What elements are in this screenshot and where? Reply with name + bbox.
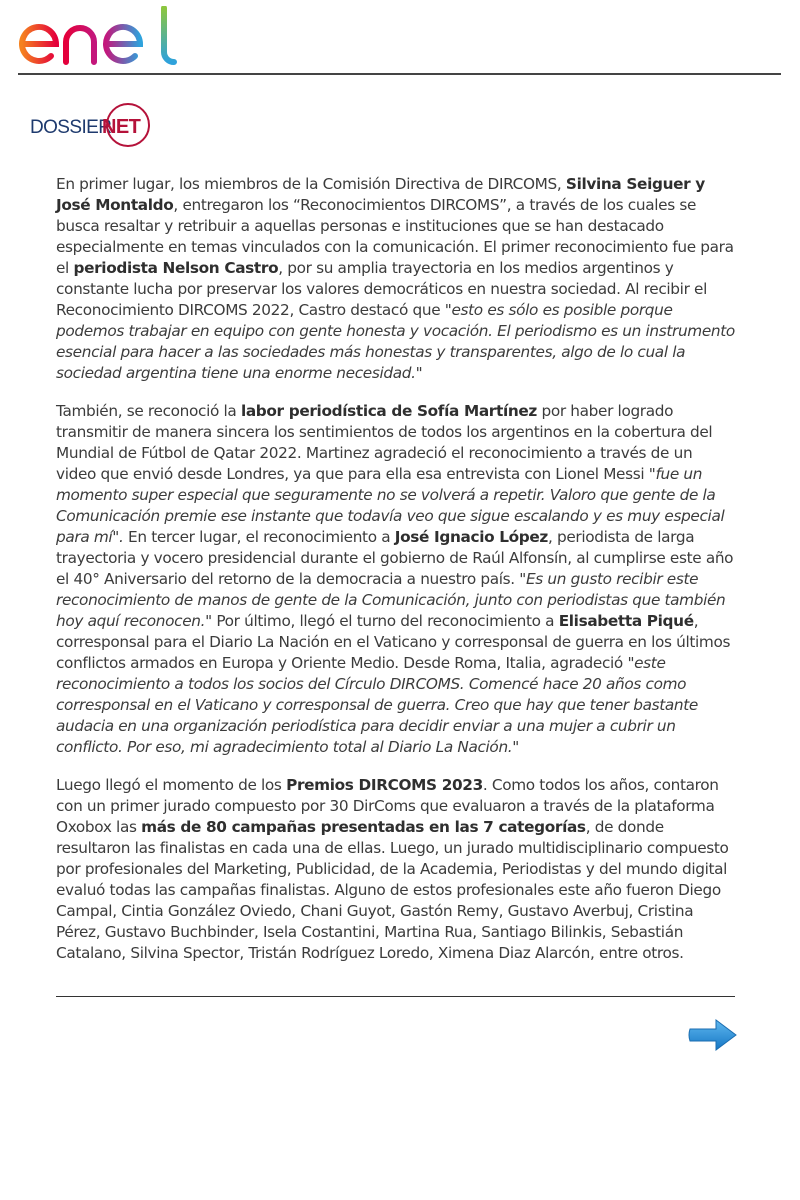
highlight-campanas: más de 80 campañas presentadas en las 7 categorías xyxy=(141,818,586,836)
header-divider xyxy=(18,73,781,75)
highlight-martinez: labor periodística de Sofía Martínez xyxy=(240,402,537,420)
paragraph-premios: Luego llegó el momento de los Premios DIRCOMS 2023. Como todos los años, contaron con un primer jurado compuesto por 30 DirComs que evaluaron a través de la plataforma Oxobox las más de 80 campañas presentadas en las 7 categorías, de donde resultaron las finalistas en cada una de ellas. Luego, un jurado multidisciplinario compuesto por profesionales del Marketing, Publicidad, de la Academia, Periodistas y del mundo digital evaluó todas las campañas finalistas. Alguno de estos profesionales este año fueron Diego Campal, Cintia González Oviedo, Chani Guyot, Gastón Remy, Gustavo Averbuj, Cristina Pérez, Gustavo Buchbinder, Isela Costantini, Martina Rua, Santiago Bilinkis, Sebastián Catalano, Silvina Spector, Tristán Rodríguez Loredo, Ximena Diaz Alarcón, entre otros. xyxy=(56,776,729,962)
highlight-lopez: José Ignacio López xyxy=(394,528,548,546)
quote-castro: "esto es sólo es posible porque podemos trabajar en equipo con gente honesta y vocación. El periodismo es un instrumento esencial para hacer a las sociedades más honestas y transparentes, algo de lo cual la sociedad argentina tiene una enorme necesidad." xyxy=(56,301,735,382)
paragraph-martinez-lopez-pique: También, se reconoció la labor periodística de Sofía Martínez por haber logrado transmitir de manera sincera los sentimientos de todos los argentinos en la cobertura del Mundial de Fútbol de Qatar 2022. Martinez agradeció el reconocimiento a través de un video que envió desde Londres, ya que para ella esa entrevista con Lionel Messi "fue un momento super especial que seguramente no se volverá a repetir. Valoro que gente de la Comunicación premie ese instante que todavía veo que sigue escalando y es muy especial para mí". En tercer lugar, el reconocimiento a José Ignacio López, periodista de larga trayectoria y vocero presidencial durante el gobierno de Raúl Alfonsín, al cumplirse este año el 40° Aniversario del retorno de la democracia a nuestro país. "Es un gusto recibir este reconocimiento de manos de gente de la Comunicación, junto con periodistas que también hoy aquí reconocen." Por último, llegó el turno del reconocimiento a Elisabetta Piqué, corresponsal para el Diario La Nación en el Vaticano y corresponsal de guerra en los últimos conflictos armados en Europa y Oriente Medio. Desde Roma, Italia, agradeció "este reconocimiento a todos los socios del Círculo DIRCOMS. Comencé hace 20 años como corresponsal en el Vaticano y corresponsal de guerra. Creo que hay que tener bastante audacia en una organización periodística para decidir enviar a una mujer a cubrir un conflicto. Por eso, mi agradecimiento total al Diario La Nación." xyxy=(56,402,734,756)
dossiernet-logo-net: NET xyxy=(102,116,141,138)
quote-lopez: "Es un gusto recibir este reconocimiento de manos de gente de la Comunicación, junto con periodistas que también hoy aquí reconocen." xyxy=(56,570,726,630)
dossiernet-logo-text: DOSSIER xyxy=(30,117,112,138)
enel-logo xyxy=(18,6,180,66)
enel-logo-mark xyxy=(18,6,180,66)
article-body xyxy=(56,174,736,981)
highlight-premios: Premios DIRCOMS 2023 xyxy=(286,776,483,794)
quote-martinez: "fue un momento super especial que seguramente no se volverá a repetir. Valoro que gente de la Comunicación premie ese instante que todavía veo que sigue escalando y es muy especial para mí". xyxy=(56,465,725,546)
highlight-castro: periodista Nelson Castro xyxy=(73,259,279,277)
enel-wordmark-text xyxy=(18,0,19,1)
highlight-pique: Elisabetta Piqué xyxy=(558,612,694,630)
next-page-button[interactable] xyxy=(686,1016,740,1054)
quote-pique: "este reconocimiento a todos los socios del Círculo DIRCOMS. Comencé hace 20 años como corresponsal en el Vaticano y corresponsal de guerra. Creo que hay que tener bastante audacia en una organización periodística para decidir enviar a una mujer a cubrir un conflicto. Por eso, mi agradecimiento total al Diario La Nación." xyxy=(56,654,698,756)
highlight-names: Silvina Seiguer y José Montaldo xyxy=(56,175,705,214)
dossiernet-logo xyxy=(30,103,155,149)
footer-divider xyxy=(56,996,735,997)
arrow-right-icon[interactable] xyxy=(686,1016,740,1054)
paragraph-reconocimientos: En primer lugar, los miembros de la Comisión Directiva de DIRCOMS, Silvina Seiguer y José Montaldo, entregaron los “Reconocimientos DIRCOMS”, a través de los cuales se busca resaltar y retribuir a aquellas personas e instituciones que se han destacado especialmente en temas vinculados con la comunicación. El primer reconocimiento fue para el periodista Nelson Castro, por su amplia trayectoria en los medios argentinos y constante lucha por preservar los valores democráticos en nuestra sociedad. Al recibir el Reconocimiento DIRCOMS 2022, Castro destacó que "esto es sólo es posible porque podemos trabajar en equipo con gente honesta y vocación. El periodismo es un instrumento esencial para hacer a las sociedades más honestas y transparentes, algo de lo cual la sociedad argentina tiene una enorme necesidad." xyxy=(56,175,735,382)
